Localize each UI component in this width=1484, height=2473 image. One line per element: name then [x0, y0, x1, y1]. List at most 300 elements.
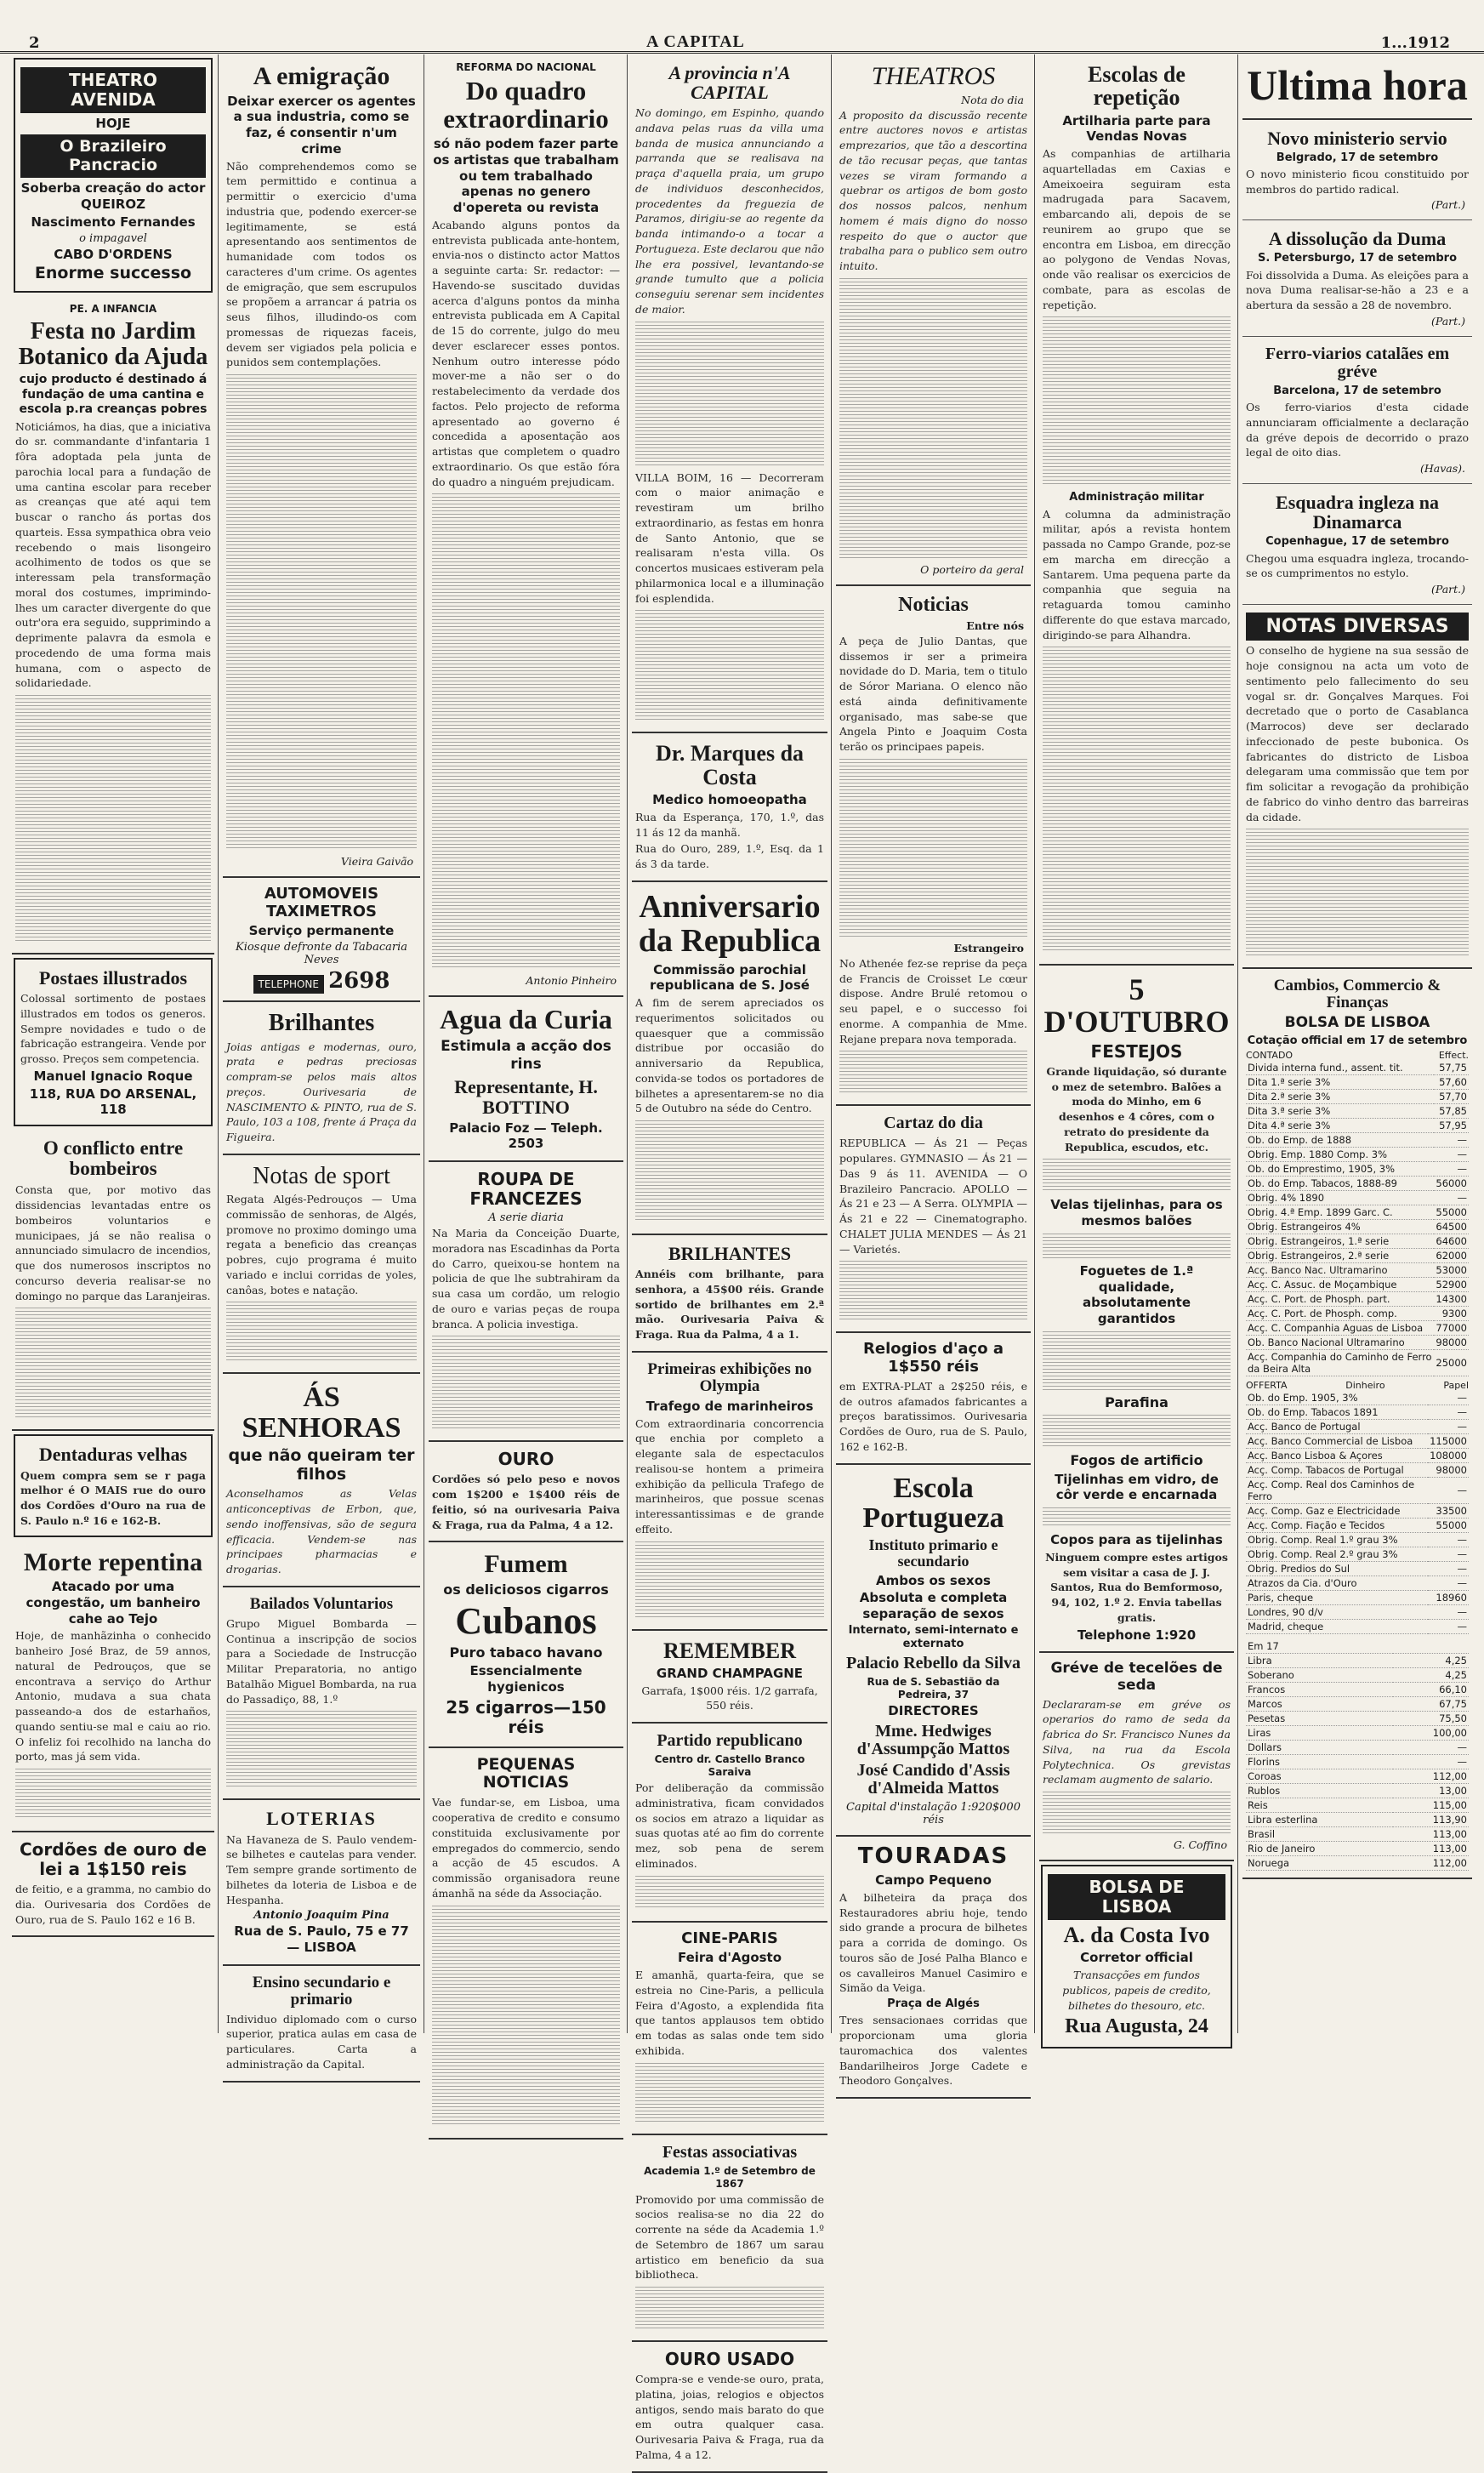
- column-1: [12, 54, 214, 2033]
- ad-parafina: Parafina: [1105, 1393, 1168, 1410]
- table-row: [1246, 1191, 1469, 1205]
- article-text-continuation: [15, 695, 211, 942]
- telegram-source: (Part.): [1430, 314, 1465, 328]
- article-cine-paris: [632, 1923, 827, 2135]
- column-6: [1039, 54, 1234, 2038]
- loterias-ad: [223, 1800, 420, 1965]
- papel-label: Papel: [1443, 1380, 1469, 1392]
- ad-title: Relogios d'aço a 1$550 réis: [863, 1340, 1004, 1376]
- quote-value: 108000: [1430, 1450, 1467, 1462]
- table-row: [1246, 1639, 1469, 1654]
- quote-value: 64600: [1436, 1235, 1467, 1248]
- article-text-continuation: [635, 1876, 824, 1910]
- table-row: [1246, 1321, 1469, 1336]
- quote-label: Noruega: [1246, 1856, 1393, 1871]
- column-7: [1242, 54, 1472, 2033]
- article-deck: Trafego de marinheiros: [645, 1398, 814, 1414]
- article-quadro: [429, 54, 623, 997]
- price-list: [1043, 1159, 1231, 1193]
- theatro-avenida-ad: [14, 58, 213, 293]
- table-row: [1246, 1755, 1469, 1769]
- senhoras-ad: [223, 1374, 420, 1587]
- column-3: [429, 54, 623, 2033]
- dentaduras-ad: [14, 1434, 213, 1536]
- ad-desc: Soberba creação do actor QUEIROZ: [20, 180, 206, 213]
- quote-value: 57,70: [1434, 1090, 1469, 1104]
- table-row: [1246, 1605, 1469, 1620]
- quote-label: Obrig. Estrangeiros, 1.ª serie: [1246, 1234, 1434, 1249]
- quote-value: 113,00: [1393, 1842, 1469, 1856]
- quote-value: 55000: [1428, 1519, 1469, 1533]
- quote-label: Acç. Comp. Fiação e Tecidos: [1246, 1519, 1428, 1533]
- quote-value: 14300: [1436, 1293, 1467, 1306]
- ad-line: os deliciosos cigarros: [443, 1581, 609, 1598]
- outubro-ad: [1039, 966, 1234, 1653]
- ad-fogos: Fogos de artificio: [1070, 1452, 1203, 1469]
- article-deck: Campo Pequeno: [875, 1872, 992, 1889]
- table-row: [1246, 1519, 1469, 1533]
- article-signature: Vieira Gaivão: [340, 855, 413, 868]
- ad-title: ÁS SENHORAS: [242, 1382, 401, 1444]
- article-deck: Commissão parochial republicana de S. José: [650, 961, 810, 994]
- price-list: [1043, 1507, 1231, 1528]
- article-headline: Primeiras exhibições no Olympia: [647, 1359, 812, 1395]
- ad-title: Brilhantes: [268, 1010, 375, 1037]
- table-row: [1246, 1463, 1469, 1478]
- ad-phone: Telephone 1:920: [1077, 1627, 1197, 1643]
- ad-title: Fumem: [484, 1550, 568, 1579]
- ouro-usado-ad: [632, 2342, 827, 2473]
- ad-title: Agua da Curia: [440, 1004, 612, 1035]
- quote-label: Ob. do Emp. de 1888: [1246, 1133, 1434, 1148]
- article-headline: Bailados Voluntarios: [249, 1594, 394, 1613]
- ad-address: Rua Augusta, 24: [1065, 2015, 1208, 2038]
- article-anniversario: [632, 882, 827, 1235]
- article-body: Acabando alguns pontos da entrevista publicada ante-hontem, envia-nos o distincto actor Mattos a seguinte carta: Sr. redactor: — Havendo-se suscitado duvidas acerca d'alguns pontos da minha entrevista publicada em A Capital de 15 do corrente, julgo do meu dever esclarecer esses pontos. Nenhum outro interesse pódo mover-me a não ser o do restabelecimento da verdade dos factos. Pelo projecto de reforma apresentado ao governo é concedida a aposentação aos artistas que completem o quadro extraordinario. Os que estão fóra do quadro a ninguém prejudicam.: [432, 218, 620, 488]
- article-signature: O porteiro da geral: [920, 562, 1024, 576]
- quote-value: 33500: [1428, 1504, 1469, 1519]
- quote-label: Rio de Janeiro: [1246, 1842, 1393, 1856]
- quote-value: 9300: [1434, 1307, 1469, 1321]
- ad-body: de feitio, e a gramma, no cambio do dia. Ourivesaria dos Cordões de Ouro, rua de S. Paulo 162 e 16 B.: [15, 1883, 211, 1926]
- article-kicker: REFORMA DO NACIONAL: [456, 61, 596, 73]
- ad-sub: Serviço permanente: [248, 923, 395, 939]
- quote-label: Ob. do Emp. Tabacos 1891: [1246, 1405, 1428, 1420]
- quote-value: 18960: [1428, 1591, 1469, 1605]
- table-row: [1246, 1075, 1469, 1090]
- article-deck: Artilharia parte para Vendas Novas: [1062, 112, 1211, 145]
- article-text-continuation: [226, 1302, 417, 1361]
- article-text-continuation: [635, 610, 824, 721]
- quote-label: Libra esterlina: [1246, 1813, 1393, 1827]
- telegram-source: (Part.): [1430, 583, 1465, 596]
- quote-value: —: [1434, 1148, 1469, 1162]
- table-row: [1246, 1784, 1469, 1798]
- telegram-esquadra: [1242, 484, 1472, 605]
- article-infancia: [12, 296, 214, 954]
- table-row: [1246, 1220, 1469, 1234]
- article-body: Noticiámos, ha dias, que a iniciativa do sr. commandante d'infantaria 1 fôra adoptada pela junta de parochia local para a fundação de uma cantina escolar para receber as creanças que até aqui tem buscar o rancho ás portas dos quarteis. Essa sympathica obra veio recebendo o mais lisongeiro acolhimento de todos os que se interessam pela transformação moral dos costumes, imprimindo-lhes um caracter divergente do que outr'ora era seguido, supprimindo a deprimente palavra da esmola e procedendo de uma forma mais humana, com o aspecto de solidariedade.: [15, 419, 211, 690]
- quote-value: 56000: [1436, 1177, 1467, 1190]
- article-text-continuation: [839, 759, 1027, 937]
- article-body: Hoje, de manhãzinha o conhecido banheiro José Braz, de 59 annos, natural de Pedrouços, que se encontrava a serviço do Arthur Antonio, mudava a sua chata passeando-a dos de estarhaños, quando sentiu-se mal e caiu ao rio. O infeliz foi recolhido na lancha do porto, mas já sem vida.: [15, 1629, 211, 1764]
- cambios-section: [1242, 969, 1472, 1879]
- table-row: [1246, 1405, 1469, 1420]
- article-body-2: Tres sensacionaes corridas que proporcionam uma gloria tauromachica dos valentes Bandarilheiros Jorge Cadete e Theodoro Gonçalves.: [839, 2014, 1027, 2088]
- article-text-continuation: [1043, 1792, 1231, 1834]
- quote-label: Obrig. Estrangeiros, 2.ª serie: [1246, 1249, 1434, 1263]
- ad-sub2: Essencialmente hygienicos: [469, 1663, 583, 1695]
- ad-sub3: Absoluta e completa separação de sexos: [859, 1590, 1008, 1622]
- quotations-table: [1246, 1061, 1469, 1376]
- article-deck: Academia 1.º de Setembro de 1867: [644, 2164, 816, 2190]
- article-headline: ROUPA DE FRANCEZES: [469, 1169, 583, 1210]
- article-signature: G. Coffino: [1173, 1838, 1227, 1852]
- telegram-dateline: Copenhague, 17 de setembro: [1265, 535, 1449, 549]
- article-text-continuation: [226, 1711, 417, 1787]
- quote-value: —: [1428, 1562, 1469, 1576]
- quote-label: Libra: [1246, 1654, 1393, 1668]
- table-row: [1246, 1263, 1469, 1278]
- article-headline: A provincia n'A CAPITAL: [668, 62, 791, 104]
- quote-label: Francos: [1246, 1683, 1393, 1697]
- table-row: [1246, 1090, 1469, 1104]
- relogios-ad: [836, 1333, 1031, 1464]
- quote-value: —: [1428, 1478, 1469, 1504]
- article-headline: Festas associativas: [662, 2142, 798, 2162]
- table-row: [1246, 1278, 1469, 1292]
- article-text-continuation: [635, 1120, 824, 1222]
- price-list: [1043, 1415, 1231, 1449]
- article-pequenas: [429, 1748, 623, 2140]
- section-label: Praça de Algés: [887, 1997, 980, 2011]
- ad-price: 25 cigarros—150 réis: [446, 1696, 606, 1737]
- article-theatros: [836, 54, 1031, 586]
- quote-value: 75,50: [1393, 1712, 1469, 1726]
- ad-sub: FESTEJOS: [1090, 1040, 1183, 1062]
- ad-actor: Nascimento Fernandes: [31, 214, 196, 230]
- quote-value: 64500: [1436, 1221, 1467, 1234]
- quote-value: —: [1428, 1620, 1469, 1634]
- quote-value: 115,00: [1393, 1798, 1469, 1813]
- table-row: [1246, 1856, 1469, 1871]
- curia-ad: [429, 997, 623, 1162]
- article-text-continuation: [839, 1261, 1027, 1320]
- ad-sub: Estimula a acção dos rins: [441, 1037, 611, 1074]
- article-body: Promovido por uma commissão de socios realisa-se no dia 22 do corrente na séde da Academia 1.º de Setembro de 1867 um sarau artistico em beneficio da sua bibliotheca.: [635, 2192, 824, 2282]
- quote-value: —: [1434, 1191, 1469, 1205]
- quote-value: 112,00: [1393, 1856, 1469, 1871]
- quote-label: Brasil: [1246, 1827, 1393, 1842]
- section-label: Administração militar: [1069, 491, 1204, 504]
- quote-value: —: [1428, 1420, 1469, 1434]
- postaes-ad: [14, 958, 213, 1126]
- ad-when: HOJE: [95, 116, 131, 131]
- ad-title: AUTOMOVEIS TAXIMETROS: [264, 885, 379, 920]
- quote-value: —: [1393, 1741, 1469, 1755]
- ad-tijelinhas: Tijelinhas em vidro, de côr verde e encarnada: [1055, 1471, 1219, 1503]
- quote-value: —: [1428, 1533, 1469, 1547]
- table-row: [1246, 1726, 1469, 1741]
- ad-body: Aconselhamos as Velas anticonceptivas de Erbon, que, sendo inoffensivas, são de segura efficacia. Vendem-se nas principaes pharmacias e drogarias.: [226, 1487, 417, 1576]
- ad-body: Cordões só pelo peso e novos com 1$200 e 1$400 réis de feitio, só na ourivesaria Paiva & Fraga, rua da Palma, 4 a 12.: [432, 1473, 620, 1531]
- ad-brand: Cubanos: [455, 1599, 597, 1642]
- quote-value: 115000: [1430, 1435, 1467, 1448]
- column-rule: [831, 54, 832, 2033]
- ad-address-2: Rua do Ouro, 289, 1.º, Esq. da 1 ás 3 da tarde.: [635, 842, 824, 871]
- telegram-body: Os ferro-viarios d'esta cidade annunciaram officialmente a declaração da gréve depois de decorrido o prazo legal de oito dias.: [1246, 401, 1469, 459]
- ad-director-2: José Candido d'Assis d'Almeida Mattos: [856, 1761, 1010, 1798]
- article-text-continuation: [635, 1541, 824, 1618]
- remember-ad: [632, 1631, 827, 1724]
- quote-label: Ob. do Emp. 1905, 3%: [1246, 1391, 1428, 1405]
- table-row: [1246, 1591, 1469, 1605]
- table-row: [1246, 1504, 1469, 1519]
- table-row: [1246, 1668, 1469, 1683]
- article-body: As companhias de artilharia aquartelladas em Caxias e Ameixoeira seguiram esta madrugada para Sacavem, embarcando ali, depois de se reunirem ao grupo que se encontra em Lisboa, em direcção ao polygono de Vendas Novas, onde vão realisar os exercicios de combate, para as escolas de repetição.: [1043, 147, 1231, 311]
- ad-title: THEATRO AVENIDA: [20, 67, 206, 113]
- ad-address: 118, RUA DO ARSENAL, 118: [29, 1085, 197, 1118]
- quote-label: Obrig. Comp. Real 1.º grau 3%: [1246, 1533, 1428, 1547]
- cartaz-do-dia: [836, 1106, 1031, 1333]
- quote-value: —: [1393, 1755, 1469, 1769]
- quote-label: Rublos: [1246, 1784, 1393, 1798]
- table-row: [1246, 1391, 1469, 1405]
- article-body: Na Maria da Conceição Duarte, moradora nas Escadinhas da Porta do Carro, queixou-se hontem na policia de que lhe subtrahiram da sua casa um cordão, um relogio de ouro e varias peças de roupa branca. A policia investiga.: [432, 1227, 620, 1331]
- telegram-duma: [1242, 220, 1472, 337]
- quote-label: Florins: [1246, 1755, 1393, 1769]
- ad-title: REMEMBER: [663, 1638, 796, 1663]
- ad-body: Colossal sortimento de postaes illustrados em todos os generos. Sempre novidades e tudo o de fabricação estrangeira. Vende por grosso. Preços sem competencia.: [20, 992, 206, 1066]
- article-body: Regata Algés-Pedrouços — Uma commissão de senhoras, de Algés, promove no proximo domingo uma regata a beneficio das creanças pobres, cujo programa é muito variado e inclui corridas de yoles, canôas, botes e natação.: [226, 1193, 417, 1296]
- article-kicker: PE. A INFANCIA: [69, 303, 157, 316]
- ad-address: Kiosque defronte da Tabacaria Neves: [235, 941, 408, 967]
- quote-label: Dita 4.ª serie 3%: [1246, 1119, 1434, 1133]
- quote-label: Soberano: [1246, 1668, 1393, 1683]
- ultima-hora: [1242, 54, 1472, 120]
- quote-value: 57,75: [1434, 1061, 1469, 1075]
- article-text-continuation: [635, 2287, 824, 2329]
- quote-label: Acç. Banco Lisboa & Açores: [1246, 1449, 1428, 1463]
- quote-label: Obrig. Estrangeiros 4%: [1246, 1220, 1434, 1234]
- quote-value: 52900: [1436, 1279, 1467, 1291]
- article-headline: THEATROS: [871, 62, 996, 90]
- column-4: [632, 54, 827, 2461]
- ad-title: 5 D'OUTUBRO: [1043, 972, 1230, 1040]
- column-rule: [1237, 54, 1238, 2033]
- article-text-continuation: [226, 374, 417, 851]
- quote-value: 13,00: [1393, 1784, 1469, 1798]
- ad-sub: Corretor official: [1080, 1950, 1193, 1966]
- quote-value: —: [1428, 1605, 1469, 1620]
- offerta-label: OFFERTA: [1246, 1380, 1288, 1392]
- article-body-2: No Athenée fez-se reprise da peça de Francis de Croisset Le cœur dispose. Andre Brulé retomou o seu papel, e o successo foi enorme. A companhia de Mme. Rejane prepara nova temporada.: [839, 956, 1027, 1046]
- telegram-headline: Ferro-viarios catalães em gréve: [1265, 344, 1450, 381]
- section-body: O conselho de hygiene na sua sessão de hoje consignou na acta um voto de sentimento pelo fallecimento do seu vogal sr. dr. Gonçalves Marques. Foi decretado que o porto de Casablanca (Marrocos) deve ser declarado infeccionado de peste bubonica. Os fabricantes do districto de Lisboa delegaram uma commissão que tem por fim solicitar a revogação da prohibição de fabrico do vinho dentro das barreiras da cidade.: [1246, 644, 1469, 823]
- quote-value: [1393, 1639, 1469, 1654]
- article-greve: [1039, 1653, 1234, 1861]
- article-body-2: VILLA BOIM, 16 — Decorreram com o maior animação e revestiram um brilho extraordinario, as festas em honra de Santo Antonio, que se realisaram n'esta villa. Os concertos musicaes estiveram pela philarmonica local e a illuminação foi esplendida.: [635, 470, 824, 605]
- quote-value: 100,00: [1393, 1726, 1469, 1741]
- article-text-continuation: [1043, 647, 1231, 953]
- article-roupa: [429, 1162, 623, 1442]
- brilhantes-ad-2: [632, 1235, 827, 1353]
- ad-body: Annéis com brilhante, para senhora, a 45$00 réis. Grande sortido de brilhantes em 2.ª mão. Ourivesaria Paiva & Fraga. Rua da Palma, 4 a 1.: [635, 1268, 824, 1342]
- table-row: [1246, 1162, 1469, 1177]
- article-text-continuation: [635, 2063, 824, 2123]
- quote-label: Acç. Banco de Portugal: [1246, 1420, 1428, 1434]
- telegram-headline: Esquadra ingleza na Dinamarca: [1276, 492, 1439, 533]
- telegram-headline: Novo ministerio servio: [1267, 127, 1447, 149]
- ad-sub4: Internato, semi-internato e externato: [848, 1623, 1019, 1651]
- table-row: [1246, 1133, 1469, 1148]
- table-row: [1246, 1533, 1469, 1547]
- article-text-continuation: [432, 493, 620, 970]
- article-morte: [12, 1541, 214, 1833]
- ad-title: OURO: [498, 1449, 554, 1470]
- table-row: [1246, 1434, 1469, 1449]
- table-row: [1246, 1562, 1469, 1576]
- paper-name: A CAPITAL: [646, 32, 745, 51]
- ad-address: Rua da Esperança, 170, 1.º, das 11 ás 12 da manhã.: [635, 810, 824, 839]
- ad-sub: Instituto primario e secundario: [868, 1536, 998, 1570]
- table-row: [1246, 1350, 1469, 1376]
- quote-value: 112,00: [1393, 1769, 1469, 1784]
- article-deck: Deixar exercer os agentes a sua industria, como se faz, é consentir n'um crime: [227, 93, 416, 157]
- article-headline: Morte repentina: [23, 1547, 203, 1576]
- article-body: Não comprehendemos como se tem permittido e continua a permittir o exercicio d'uma industria que, podendo exercer-se legitimamente, se está apresentando aos sentimentos de humanidade com todos os caracteres d'um crime. Os agentes de emigração, que sem escrupulos se propõem a arrancar á patria os seus filhos, illudindo-os com promessas de riquezas faceis, devem ser vigiados pela policia e punidos sem contemplações.: [226, 159, 417, 369]
- section-label: Estrangeiro: [953, 941, 1024, 954]
- table-row: [1246, 1336, 1469, 1350]
- quote-label: Acç. Comp. Real dos Caminhos de Ferro: [1246, 1478, 1428, 1504]
- article-text-continuation: [15, 1769, 211, 1820]
- escola-ad: [836, 1465, 1031, 1838]
- ad-title: Postaes illustrados: [38, 967, 188, 989]
- cordoes-ad: [12, 1832, 214, 1937]
- ad-body: Na Havaneza de S. Paulo vendem-se bilhetes e cautelas para vender. Tem sempre grande sortimento de bilhetes da loteria de Lisboa e de Hespanha.: [226, 1832, 417, 1906]
- ad-body: Compra-se e vende-se ouro, prata, platina, joias, relogios e objectos antigos, sendo mais barato do que em outra qualquer casa. Ourivesaria Paiva & Fraga, rua da Palma, 4 a 12.: [635, 2373, 824, 2461]
- quote-value: 67,75: [1393, 1697, 1469, 1712]
- ad-foguetes: Foguetes de 1.ª qualidade, absolutamente garantidos: [1079, 1262, 1194, 1327]
- quote-value: 4,25: [1393, 1654, 1469, 1668]
- article-body: A bilheteira da praça dos Restauradores abriu hoje, tendo sido grande a procura de bilhetes para a corrida de domingo. Os touros são de José Palha Blanco e os cavalleiros Manuel Casimiro e Simão da Veiga.: [839, 1890, 1027, 1995]
- table-row: [1246, 1798, 1469, 1813]
- article-deck: Centro dr. Castello Branco Saraiva: [654, 1753, 805, 1779]
- ad-title: LOTERIAS: [266, 1808, 377, 1830]
- article-body: Com extraordinaria concorrencia que enchia por completo a elegante sala de espectaculos realisou-se hontem a primeira exhibição da pellicula Trafego de marinheiros, que possue scenas interessantissimas e de grande effeito.: [635, 1416, 824, 1536]
- ad-title: BOLSA DE LISBOA: [1048, 1874, 1225, 1920]
- quote-label: Obrig. 4% 1890: [1246, 1191, 1434, 1205]
- quote-label: Obrig. 4.ª Emp. 1899 Garc. C.: [1246, 1205, 1434, 1220]
- quote-label: Ob. do Emprestimo, 1905, 3%: [1246, 1162, 1434, 1177]
- medico-ad: [632, 733, 827, 881]
- table-row: [1246, 1712, 1469, 1726]
- article-body-2: A columna da administração militar, após a revista hontem passada no Campo Grande, poz-se em marcha em direcção a Santarem. Uma pequena parte da companhia que seguia na retaguarda tomou caminho differente do que estava marcado, dirigindo-se para Alhandra.: [1043, 507, 1231, 641]
- article-provincia: [632, 54, 827, 733]
- article-escolas: [1039, 54, 1234, 966]
- telegram-body: Foi dissolvida a Duma. As eleições para a nova Duma realisar-se-hão a 23 e a abertura da sessão a 28 de novembro.: [1246, 268, 1469, 312]
- quote-value: 98000: [1428, 1463, 1469, 1478]
- contado-label: CONTADO: [1246, 1050, 1294, 1062]
- table-row: [1246, 1769, 1469, 1784]
- column-rule: [627, 54, 628, 2033]
- quote-label: Londres, 90 d/v: [1246, 1605, 1428, 1620]
- article-headline: Partido republicano: [657, 1731, 803, 1751]
- article-text-continuation: [635, 322, 824, 466]
- quote-label: Acç. C. Companhia Aguas de Lisboa: [1246, 1321, 1434, 1336]
- quote-value: 25000: [1434, 1350, 1469, 1376]
- table-row: [1246, 1576, 1469, 1591]
- article-signature: Antonio Pinheiro: [526, 974, 617, 988]
- ad-play: O Brazileiro Pancracio: [20, 134, 206, 179]
- article-headline: Do quadro extraordinario: [443, 76, 609, 134]
- issue-date: 1...1912: [1380, 34, 1450, 52]
- brilhantes-ad: [223, 1002, 420, 1155]
- ad-name: A. da Costa Ivo: [1063, 1923, 1210, 1948]
- ad-phone: 2698: [328, 968, 390, 994]
- fumem-ad: [429, 1542, 623, 1747]
- article-touradas: [836, 1837, 1031, 2099]
- quote-label: Obrig. Emp. 1880 Comp. 3%: [1246, 1148, 1434, 1162]
- telegram-body: Chegou uma esquadra ingleza, trocando-se os cumprimentos no estylo.: [1246, 551, 1469, 580]
- table-row: [1246, 1813, 1469, 1827]
- quote-label: Pesetas: [1246, 1712, 1393, 1726]
- article-text-continuation: [839, 278, 1027, 559]
- article-text-continuation: [432, 1336, 620, 1429]
- ad-seller: Manuel Ignacio Roque: [33, 1068, 193, 1084]
- quote-value: 77000: [1436, 1322, 1467, 1335]
- exchange-table: [1246, 1639, 1469, 1871]
- section-headline: NOTAS DIVERSAS: [1246, 613, 1469, 641]
- article-headline: TOURADAS: [857, 1843, 1009, 1870]
- ad-title: Dentaduras velhas: [38, 1444, 188, 1466]
- page-number: 2: [29, 34, 40, 52]
- table-row: [1246, 1234, 1469, 1249]
- article-sport: [223, 1155, 420, 1375]
- ad-body: Garrafa, 1$000 réis. 1/2 garrafa, 550 réis.: [641, 1684, 818, 1712]
- quote-value: 66,10: [1393, 1683, 1469, 1697]
- ad-tagline: Enorme successo: [34, 264, 192, 283]
- article-text-continuation: [1246, 829, 1469, 956]
- column-2: [223, 54, 420, 2071]
- quote-value: —: [1428, 1547, 1469, 1562]
- article-headline: Escolas de repetição: [1088, 62, 1185, 111]
- quote-label: Atrazos da Cia. d'Ouro: [1246, 1576, 1428, 1591]
- quote-label: Dita 3.ª serie 3%: [1246, 1104, 1434, 1119]
- quote-value: 62000: [1436, 1250, 1467, 1262]
- article-body: Consta que, por motivo das dissidencias levantadas entre os bombeiros voluntarios e municipaes, já se não realisa o annunciado simulacro de incendios, que dos numerosos inscriptos no concurso deveria realisar-se no domingo no parque das Laranjeiras.: [15, 1183, 211, 1302]
- table-row: [1246, 1307, 1469, 1321]
- article-text-continuation: [432, 1906, 620, 2127]
- table-row: [1246, 1827, 1469, 1842]
- masthead: [0, 0, 1484, 54]
- article-deck: Entre nós: [966, 618, 1024, 632]
- table-row: [1246, 1620, 1469, 1634]
- article-deck: Atacado por uma congestão, um banheiro cahe ao Tejo: [26, 1579, 201, 1627]
- ad-title: Escola Portugueza: [862, 1472, 1004, 1535]
- article-deck: só não podem fazer parte os artistas que trabalham ou tem trabalhado apenas no genero d'opereta ou revista: [433, 136, 619, 216]
- telegram-body: O novo ministerio ficou constituido por membros do partido radical.: [1246, 167, 1469, 196]
- ad-body: Transacções em fundos publicos, papeis de credito, bilhetes do thesouro, etc.: [1062, 1969, 1211, 2012]
- section-cotacao: Cotação official em 17 de setembro: [1247, 1034, 1468, 1047]
- section-headline: Ultima hora: [1247, 61, 1468, 109]
- article-body: Grupo Miguel Bombarda — Continua a inscripção de socios para a Sociedade de Instrucção Militar Preparatoria, no antigo Batalhão Miguel Bombarda, na rua do Passadiço, 88, 1.º: [226, 1616, 417, 1706]
- ad-title: BRILHANTES: [668, 1243, 792, 1265]
- article-text-continuation: [1043, 316, 1231, 487]
- table-row: [1246, 1119, 1469, 1133]
- price-list: [1043, 1234, 1231, 1259]
- article-headline: CINE-PARIS: [681, 1929, 778, 1947]
